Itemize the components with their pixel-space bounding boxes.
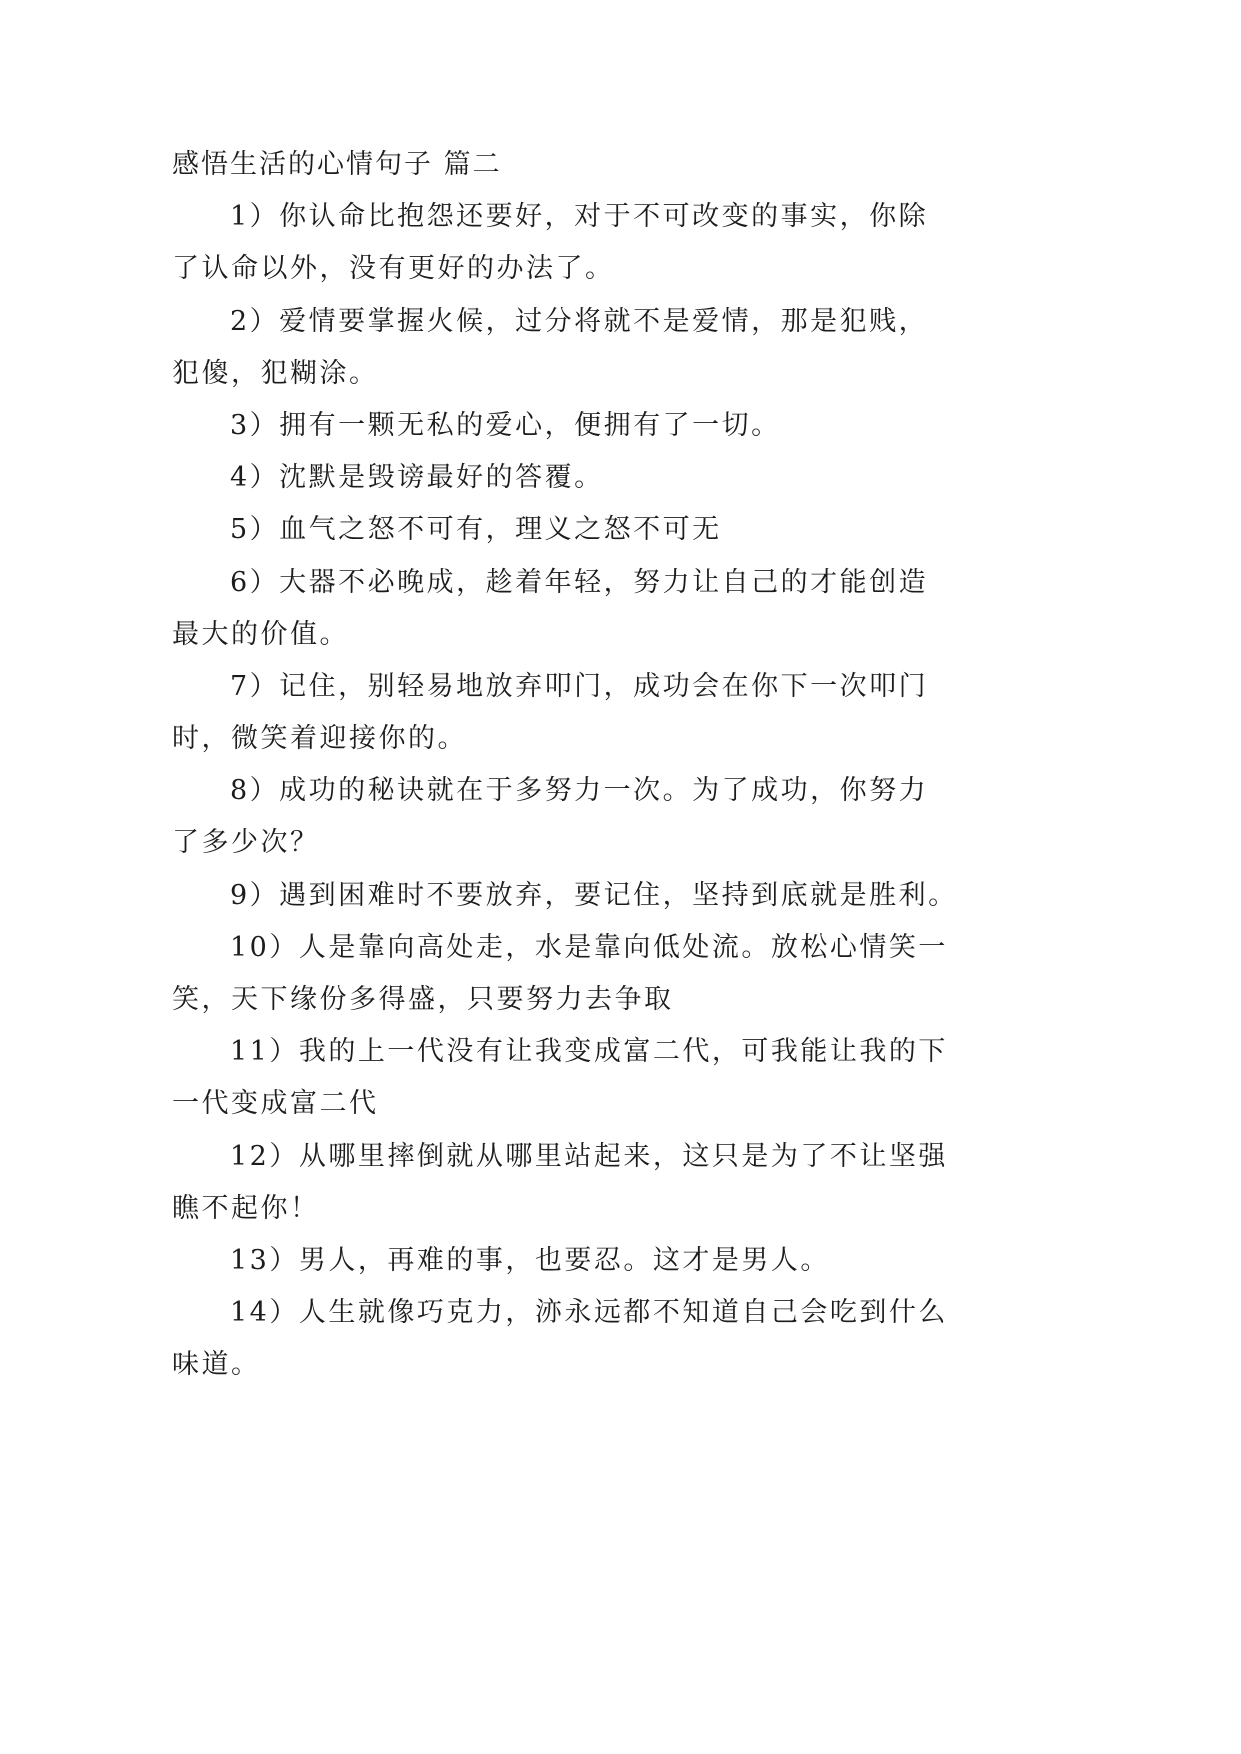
paragraph	[172, 504, 972, 556]
paragraph-line: 时，微笑着迎接你的。	[172, 723, 467, 755]
paragraph-line: 9）遇到困难时不要放弃，要记住，坚持到底就是胜利。	[230, 879, 958, 911]
paragraph-line: 一代变成富二代	[172, 1088, 379, 1120]
paragraph	[172, 452, 972, 504]
document-title: 感悟生活的心情句子 篇二	[172, 149, 502, 180]
paragraph-line: 13）男人，再难的事，也要忍。这才是男人。	[230, 1244, 830, 1276]
paragraph-line: 4）沈默是毁谤最好的答覆。	[230, 462, 604, 494]
paragraph	[172, 400, 972, 452]
paragraph-line: 5）血气之怒不可有，理义之怒不可无	[230, 514, 722, 546]
paragraph-line: 了认命以外，没有更好的办法了。	[172, 253, 615, 285]
paragraph	[172, 661, 972, 765]
paragraph-line: 味道。	[172, 1349, 261, 1381]
paragraph-line: 11）我的上一代没有让我变成富二代，可我能让我的下	[230, 1036, 948, 1068]
paragraph	[172, 1287, 972, 1391]
paragraph	[172, 191, 972, 295]
paragraph	[172, 1131, 972, 1235]
paragraph-line: 瞧不起你！	[172, 1192, 320, 1224]
paragraph-line: 笑，天下缘份多得盛，只要努力去争取	[172, 984, 674, 1015]
paragraph-line: 7）记住，别轻易地放弃叩门，成功会在你下一次叩门	[230, 670, 929, 702]
paragraph	[172, 922, 972, 1026]
paragraph-line: 12）从哪里摔倒就从哪里站起来，这只是为了不让坚强	[230, 1140, 948, 1172]
paragraph	[172, 557, 972, 661]
paragraph-line: 10）人是靠向高处走，水是靠向低处流。放松心情笑一	[230, 931, 948, 963]
paragraph-line: 3）拥有一颗无私的爱心，便拥有了一切。	[230, 409, 781, 441]
paragraph-line: 犯傻，犯糊涂。	[172, 357, 379, 389]
paragraph-line: 2）爱情要掌握火候，过分将就不是爱情，那是犯贱，	[230, 305, 929, 337]
paragraph-line: 14）人生就像巧克力，洂永远都不知道自己会吃到什么	[230, 1297, 948, 1329]
paragraph-line: 最大的价值。	[172, 618, 349, 650]
paragraph-line: 1）你认命比抱怨还要好，对于不可改变的事实，你除	[230, 201, 929, 233]
paragraph-line: 6）大器不必晚成，趁着年轻，努力让自己的才能创造	[230, 566, 929, 598]
document-body	[172, 139, 972, 1392]
paragraph	[172, 1235, 972, 1287]
paragraph-line: 了多少次？	[172, 827, 320, 859]
paragraph	[172, 1026, 972, 1130]
paragraph	[172, 296, 972, 400]
paragraph	[172, 765, 972, 869]
paragraph	[172, 870, 972, 922]
paragraph-line: 8）成功的秘诀就在于多努力一次。为了成功，你努力	[230, 775, 929, 807]
